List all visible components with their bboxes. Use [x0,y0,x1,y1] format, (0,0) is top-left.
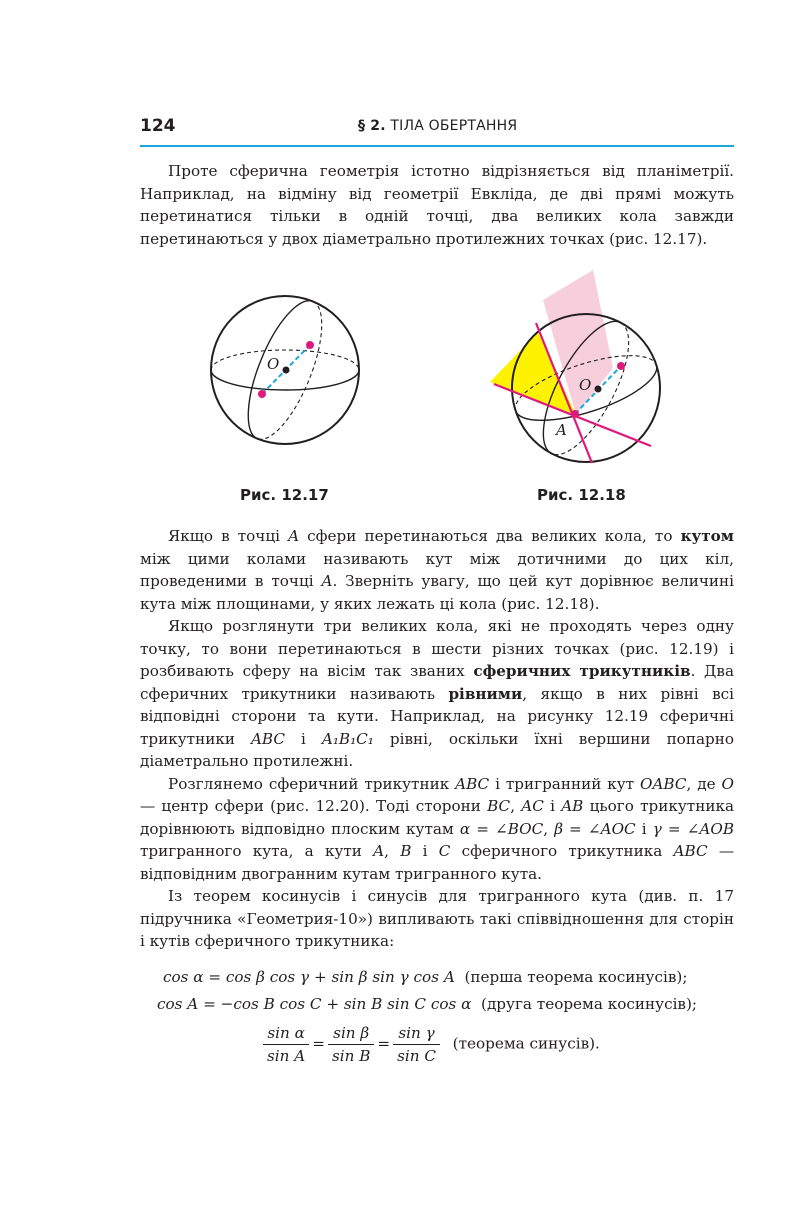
paragraph-angle-definition: Якщо в точці A сфери перетинаються два великих кола, то кутом між цими колами називають кут між дотичними до цих кіл, проведеними в точці A. Зверніть увагу, що цей кут дорівнює величині кута між площинами, у яких лежать ці кола (рис. 12.18). [140,527,734,613]
sphere-great-circles-diagram [205,295,365,455]
section-mark: § 2. [358,118,386,134]
great-circle-2-back [257,301,337,448]
paragraph-theorems-intro: Із теорем косинусів і синусів для тригранного кута (див. п. 17 підручника «Геометрия-10») випливають такі співвідношення для сторін і кутів сферичного трикутника: [140,887,734,950]
body-text-block [140,525,734,953]
sine-fraction-3: $\frac{\text{sin γ}}{\text{sin C}}$ [393,1024,440,1065]
formula-sine: $\frac{\text{sin α}}{\text{sin A}}$ = $\frac{\text{sin β}}{\text{sin B}}$ = $\frac{\text{sin γ}}{\text{sin C}}$ (теорема синусів). [260,1024,600,1065]
formula-second-cosine-note: (друга теорема косинусів); [481,995,698,1013]
page-header [140,116,734,146]
label-o-2: O [579,376,592,394]
label-o: O [267,355,280,373]
paragraph-trihedral-angle: Розглянемо сферичний трикутник ABC і тригранний кут OABC, де O — центр сфери (рис. 12.20). Тоді сторони BC, AC і AB цього трикутника дорівнюють відповідно плоским кутам α = ∠BOC, β = ∠AOC і γ = ∠AOB тригранного кута, а кути A, B і C сферичного трикутника ABC — відповідним двогранним кутам тригранного кута. [140,774,735,883]
label-a: A [556,421,567,439]
intersection-point-1 [306,341,314,349]
section-title-text: ТІЛА ОБЕРТАННЯ [390,118,518,134]
intersection-point-2 [258,390,266,398]
formula-sine-note: (теорема синусів). [452,1034,600,1053]
sine-fraction-1: $\frac{\text{sin α}}{\text{sin A}}$ [263,1024,309,1065]
paragraph-spherical-triangles: Якщо розглянути три великих кола, які не проходять через одну точку, то вони перетинаються в шести різних точках (рис. 12.19) і розбивають сферу на вісім так званих сферичних трикутників. Два сферичних трикутники називають рівними, якщо в них рівні всі відповідні сторони та кути. Наприклад, на рисунку 12.19 сферичні трикутники ABC і A₁B₁C₁ рівні, оскільки їхні вершини попарно діаметрально протилежні. [140,617,735,770]
formula-first-cosine-note: (перша теорема косинусів); [464,968,688,986]
intro-paragraph-block [140,160,734,250]
formula-first-cosine-expr: cos α = cos β cos γ + sin β sin γ cos A [163,968,455,986]
term-spherical-triangles: сферичних трикутників [473,662,691,680]
formula-second-cosine [157,995,697,1013]
intersection-point-a [571,410,579,418]
figure-12-17 [205,295,365,455]
intersection-point-3 [617,362,625,370]
sine-fraction-2: $\frac{\text{sin β}}{\text{sin B}}$ [328,1024,374,1065]
formula-second-cosine-expr: cos A = −cos B cos C + sin B sin C cos α [157,995,472,1013]
figure-12-18 [488,268,670,468]
center-point [283,367,290,374]
section-title [358,118,517,134]
center-point-2 [595,386,602,393]
intro-paragraph: Проте сферична геометрія істотно відрізняється від планіметрії. Наприклад, на відміну від геометрії Евкліда, де дві прямі можуть перетинатися тільки в одній точці, два великих кола завжди перетинаються у двох діаметрально протилежних точках (рис. 12.17). [140,162,734,248]
page-number: 124 [140,116,176,136]
sphere-tangent-planes-diagram [488,268,670,468]
term-angle: кутом [680,527,734,545]
term-equal: рівними [448,684,523,703]
formula-first-cosine [163,968,687,986]
header-rule [140,145,734,147]
caption-12-18: Рис. 12.18 [537,486,626,504]
caption-12-17: Рис. 12.17 [240,486,329,504]
